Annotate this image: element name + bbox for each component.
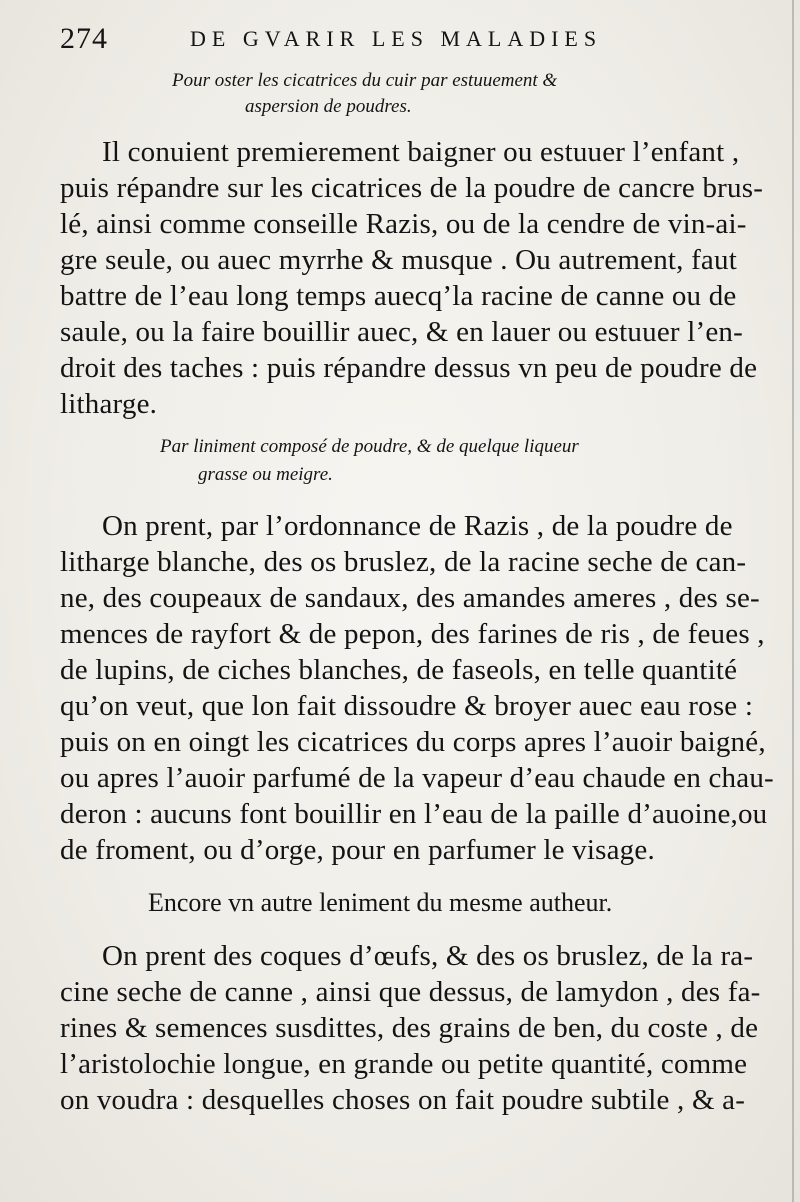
paragraph-line: droit des taches : puis répandre dessus vn peu de poudre de xyxy=(60,352,758,384)
paragraph-line: deron : aucuns font bouillir en l’eau de la paille d’auoine,ou xyxy=(60,798,768,830)
paragraph-line: puis répandre sur les cicatrices de la poudre de cancre brus- xyxy=(60,172,764,204)
running-title: DE GVARIR LES MALADIES xyxy=(190,26,603,51)
paragraph-line: cine seche de canne , ainsi que dessus, de lamydon , des fa- xyxy=(60,976,761,1008)
paragraph-line: de lupins, de ciches blanches, de faseols, en telle quantité xyxy=(60,654,738,686)
paragraph-line: lé, ainsi comme conseille Razis, ou de la cendre de vin-ai- xyxy=(60,208,747,240)
page-edge-shadow xyxy=(792,0,794,1202)
section-heading-line: Pour oster les cicatrices du cuir par estuuement & xyxy=(172,70,558,91)
paragraph-line: on voudra : desquelles choses on fait poudre subtile , & a- xyxy=(60,1084,746,1116)
paragraph-line: gre seule, ou auec myrrhe & musque . Ou autrement, faut xyxy=(60,244,737,276)
paragraph-line: qu’on veut, que lon fait dissoudre & broyer auec eau rose : xyxy=(60,690,754,722)
paragraph-line: rines & semences susdittes, des grains de ben, du coste , de xyxy=(60,1012,759,1044)
paragraph-line: puis on en oingt les cicatrices du corps apres l’auoir baigné, xyxy=(60,726,766,758)
paragraph-line: On prent, par l’ordonnance de Razis , de la poudre de xyxy=(102,510,733,542)
paragraph-line: l’aristolochie longue, en grande ou petite quantité, comme xyxy=(60,1048,748,1080)
page-header xyxy=(60,22,780,62)
page-number: 274 xyxy=(60,22,108,55)
paragraph-line: battre de l’eau long temps auecq’la racine de canne ou de xyxy=(60,280,737,312)
paragraph-line: ne, des coupeaux de sandaux, des amandes ameres , des se- xyxy=(60,582,760,614)
paragraph-line: litharge blanche, des os bruslez, de la racine seche de can- xyxy=(60,546,747,578)
section-heading-line: Par liniment composé de poudre, & de quelque liqueur xyxy=(160,436,579,457)
paragraph-line: Il conuient premierement baigner ou estuuer l’enfant , xyxy=(102,136,740,168)
section-heading-line: grasse ou meigre. xyxy=(198,464,333,485)
paragraph-line: ou apres l’auoir parfumé de la vapeur d’eau chaude en chau- xyxy=(60,762,774,794)
paragraph-line: mences de rayfort & de pepon, des farines de ris , de feues , xyxy=(60,618,765,650)
section-heading: Encore vn autre leniment du mesme autheur. xyxy=(148,888,613,917)
paragraph-line: On prent des coques d’œufs, & des os bruslez, de la ra- xyxy=(102,940,754,972)
paragraph-line: de froment, ou d’orge, pour en parfumer le visage. xyxy=(60,834,655,866)
paragraph-line: saule, ou la faire bouillir auec, & en lauer ou estuuer l’en- xyxy=(60,316,743,348)
paragraph-line: litharge. xyxy=(60,388,158,420)
section-heading-line: aspersion de poudres. xyxy=(245,96,412,117)
